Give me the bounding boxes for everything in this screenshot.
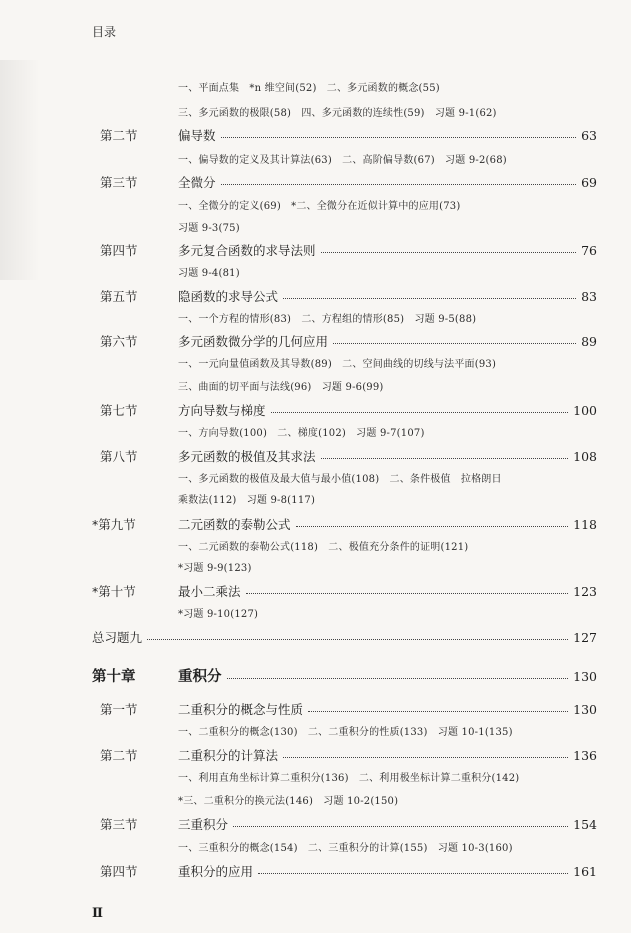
toc-section-entry — [92, 287, 597, 305]
toc-entry-label: 第四节 — [100, 864, 138, 879]
toc-entry-page: 76 — [581, 243, 597, 258]
toc-subtopics: *习题 9-9(123) — [178, 563, 252, 574]
toc-subtopics: 一、一元向量值函数及其导数(89) 二、空间曲线的切线与法平面(93) — [178, 359, 497, 370]
toc-subtopics: 一、一个方程的情形(83) 二、方程组的情形(85) 习题 9-5(88) — [178, 314, 477, 325]
toc-entry-title: 方向导数与梯度 — [178, 403, 266, 418]
toc-entry-label: *第十节 — [92, 584, 136, 599]
toc-subtopics: *三、二重积分的换元法(146) 习题 10-2(150) — [178, 796, 399, 807]
dot-leader — [147, 638, 568, 640]
toc-entry-title: 多元函数的极值及其求法 — [178, 449, 316, 464]
toc-entry-label: *第九节 — [92, 517, 136, 532]
toc-subtopics: 一、三重积分的概念(154) 二、三重积分的计算(155) 习题 10-3(160) — [178, 843, 513, 854]
toc-entry-title: 二重积分的计算法 — [178, 748, 279, 763]
toc-entry-page: 130 — [573, 702, 597, 717]
dot-leader — [321, 251, 577, 253]
toc-section-entry — [92, 447, 597, 465]
toc-entry-label: 第七节 — [100, 403, 138, 418]
page-number: Ⅱ — [92, 906, 103, 921]
toc-subtopics: 一、二元函数的泰勒公式(118) 二、极值充分条件的证明(121) — [178, 542, 469, 553]
toc-subtopics: 习题 9-4(81) — [178, 268, 240, 279]
toc-entry-title: 偏导数 — [178, 128, 216, 143]
toc-entry-page: 136 — [573, 748, 597, 763]
toc-section-entry — [92, 746, 597, 764]
toc-entry-page: 108 — [573, 449, 597, 464]
toc-entry-page: 100 — [573, 403, 597, 418]
toc-entry-label: 第五节 — [100, 289, 138, 304]
toc-entry-page: 63 — [581, 128, 597, 143]
toc-entry-label: 第八节 — [100, 449, 138, 464]
toc-chapter-entry — [92, 665, 597, 686]
toc-entry-title: 重积分 — [178, 669, 222, 685]
toc-entry-page: 83 — [581, 289, 597, 304]
dot-leader — [227, 677, 569, 679]
toc-entry-label: 第十章 — [92, 669, 136, 685]
scan-edge-shadow — [0, 60, 40, 280]
dot-leader — [333, 342, 576, 344]
toc-section-entry — [92, 241, 597, 259]
toc-section-entry — [92, 332, 597, 350]
toc-section-entry — [92, 401, 597, 419]
toc-subtopics: 一、利用直角坐标计算二重积分(136) 二、利用极坐标计算二重积分(142) — [178, 773, 520, 784]
toc-subtopics: 习题 9-3(75) — [178, 223, 240, 234]
toc-entry-title: 二重积分的概念与性质 — [178, 702, 304, 717]
toc-subtopics: 三、曲面的切平面与法线(96) 习题 9-6(99) — [178, 382, 384, 393]
toc-entry-page: 161 — [573, 864, 597, 879]
toc-section-entry — [92, 173, 597, 191]
dot-leader — [283, 756, 568, 758]
toc-entry-label: 第四节 — [100, 243, 138, 258]
toc-section-entry — [92, 628, 597, 646]
toc-entry-label: 第二节 — [100, 128, 138, 143]
toc-entry-title: 重积分的应用 — [178, 864, 254, 879]
toc-entry-title: 最小二乘法 — [178, 584, 241, 599]
toc-entry-title: 多元复合函数的求导法则 — [178, 243, 316, 258]
toc-entry-label: 第一节 — [100, 702, 138, 717]
dot-leader — [233, 825, 568, 827]
toc-section-entry — [92, 862, 597, 880]
toc-subtopics: *习题 9-10(127) — [178, 609, 259, 620]
toc-subtopics: 一、平面点集 *n 维空间(52) 二、多元函数的概念(55) — [178, 83, 440, 94]
dot-leader — [271, 411, 569, 413]
toc-subtopics: 一、偏导数的定义及其计算法(63) 二、高阶偏导数(67) 习题 9-2(68) — [178, 155, 507, 166]
dot-leader — [246, 592, 569, 594]
toc-subtopics: 一、二重积分的概念(130) 二、二重积分的性质(133) 习题 10-1(135) — [178, 727, 513, 738]
toc-entry-page: 154 — [573, 817, 597, 832]
toc-entry-label: 第二节 — [100, 748, 138, 763]
toc-subtopics: 一、方向导数(100) 二、梯度(102) 习题 9-7(107) — [178, 428, 425, 439]
toc-subtopics: 一、多元函数的极值及最大值与最小值(108) 二、条件极值 拉格朗日 — [178, 474, 502, 485]
toc-section-entry — [92, 815, 597, 833]
dot-leader — [308, 710, 568, 712]
toc-entry-page: 130 — [573, 669, 597, 684]
toc-section-entry — [92, 126, 597, 144]
toc-entry-title: 多元函数微分学的几何应用 — [178, 334, 329, 349]
dot-leader — [221, 136, 577, 138]
toc-entry-title: 隐函数的求导公式 — [178, 289, 279, 304]
dot-leader — [221, 183, 577, 185]
toc-entry-title: 全微分 — [178, 175, 216, 190]
toc-entry-title: 二元函数的泰勒公式 — [178, 517, 291, 532]
toc-subtopics: 一、全微分的定义(69) *二、全微分在近似计算中的应用(73) — [178, 201, 461, 212]
toc-entry-label: 第三节 — [100, 175, 138, 190]
toc-subtopics: 乘数法(112) 习题 9-8(117) — [178, 495, 316, 506]
toc-entry-label: 第六节 — [100, 334, 138, 349]
toc-entry-page: 89 — [581, 334, 597, 349]
running-header: 目录 — [92, 25, 117, 39]
dot-leader — [296, 525, 569, 527]
toc-section-entry — [92, 700, 597, 718]
toc-entry-title: 三重积分 — [178, 817, 229, 832]
toc-entry-page: 123 — [573, 584, 597, 599]
toc-section-entry — [92, 582, 597, 600]
dot-leader — [283, 297, 576, 299]
toc-entry-page: 118 — [573, 517, 597, 532]
toc-entry-label: 总习题九 — [92, 630, 143, 645]
toc-entry-label: 第三节 — [100, 817, 138, 832]
toc-entry-page: 69 — [581, 175, 597, 190]
toc-subtopics: 三、多元函数的极限(58) 四、多元函数的连续性(59) 习题 9-1(62) — [178, 108, 497, 119]
dot-leader — [258, 872, 568, 874]
toc-section-entry — [92, 515, 597, 533]
toc-entry-page: 127 — [573, 630, 597, 645]
dot-leader — [321, 457, 569, 459]
